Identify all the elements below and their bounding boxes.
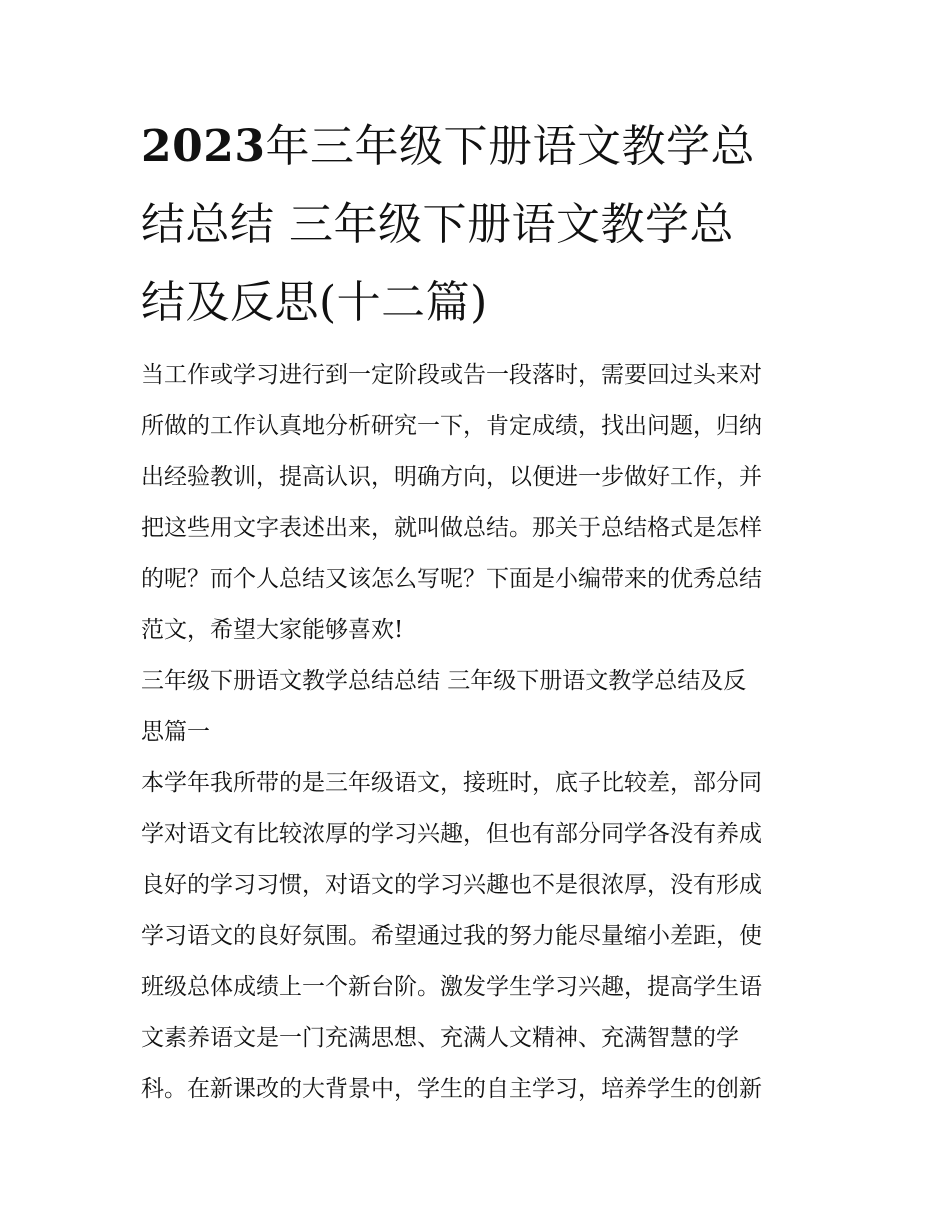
title-line-2: 结总结 三年级下册语文教学总 (141, 199, 734, 250)
body-line: 科。在新课改的大背景中，学生的自主学习，培养学生的创新 (141, 1076, 762, 1102)
intro-paragraph (141, 350, 811, 656)
body-line: 班级总体成绩上一个新台阶。激发学生学习兴趣，提高学生语 (141, 974, 762, 1000)
intro-line: 的呢？而个人总结又该怎么写呢？下面是小编带来的优秀总结 (141, 566, 762, 592)
body-line: 文素养语文是一门充满思想、充满人文精神、充满智慧的学 (141, 1025, 739, 1051)
body-line: 良好的学习习惯，对语文的学习兴趣也不是很浓厚，没有形成 (141, 872, 762, 898)
intro-line: 所做的工作认真地分析研究一下，肯定成绩，找出问题，归纳 (141, 413, 762, 439)
document-title (141, 108, 811, 342)
intro-line: 范文，希望大家能够喜欢! (141, 617, 404, 643)
body-line: 本学年我所带的是三年级语文，接班时，底子比较差，部分同 (141, 770, 762, 796)
section-heading (141, 656, 811, 758)
title-line-1 (141, 108, 811, 186)
section-heading-line: 思篇一 (141, 719, 210, 745)
body-line: 学对语文有比较浓厚的学习兴趣，但也有部分同学各没有养成 (141, 821, 762, 847)
body-line: 学习语文的良好氛围。希望通过我的努力能尽量缩小差距，使 (141, 923, 762, 949)
document-page (141, 108, 811, 1115)
intro-line: 把这些用文字表述出来，就叫做总结。那关于总结格式是怎样 (141, 515, 762, 541)
title-year: 2023 (141, 121, 266, 172)
title-line-1-text: 年三年级下册语文教学总 (265, 121, 755, 172)
body-paragraph (141, 758, 811, 1115)
section-heading-line: 三年级下册语文教学总结总结 三年级下册语文教学总结及反 (141, 668, 747, 694)
intro-line: 出经验教训，提高认识，明确方向，以便进一步做好工作，并 (141, 464, 762, 490)
intro-line: 当工作或学习进行到一定阶段或告一段落时，需要回过头来对 (141, 362, 762, 388)
title-line-3: 结及反思(十二篇) (141, 277, 488, 328)
